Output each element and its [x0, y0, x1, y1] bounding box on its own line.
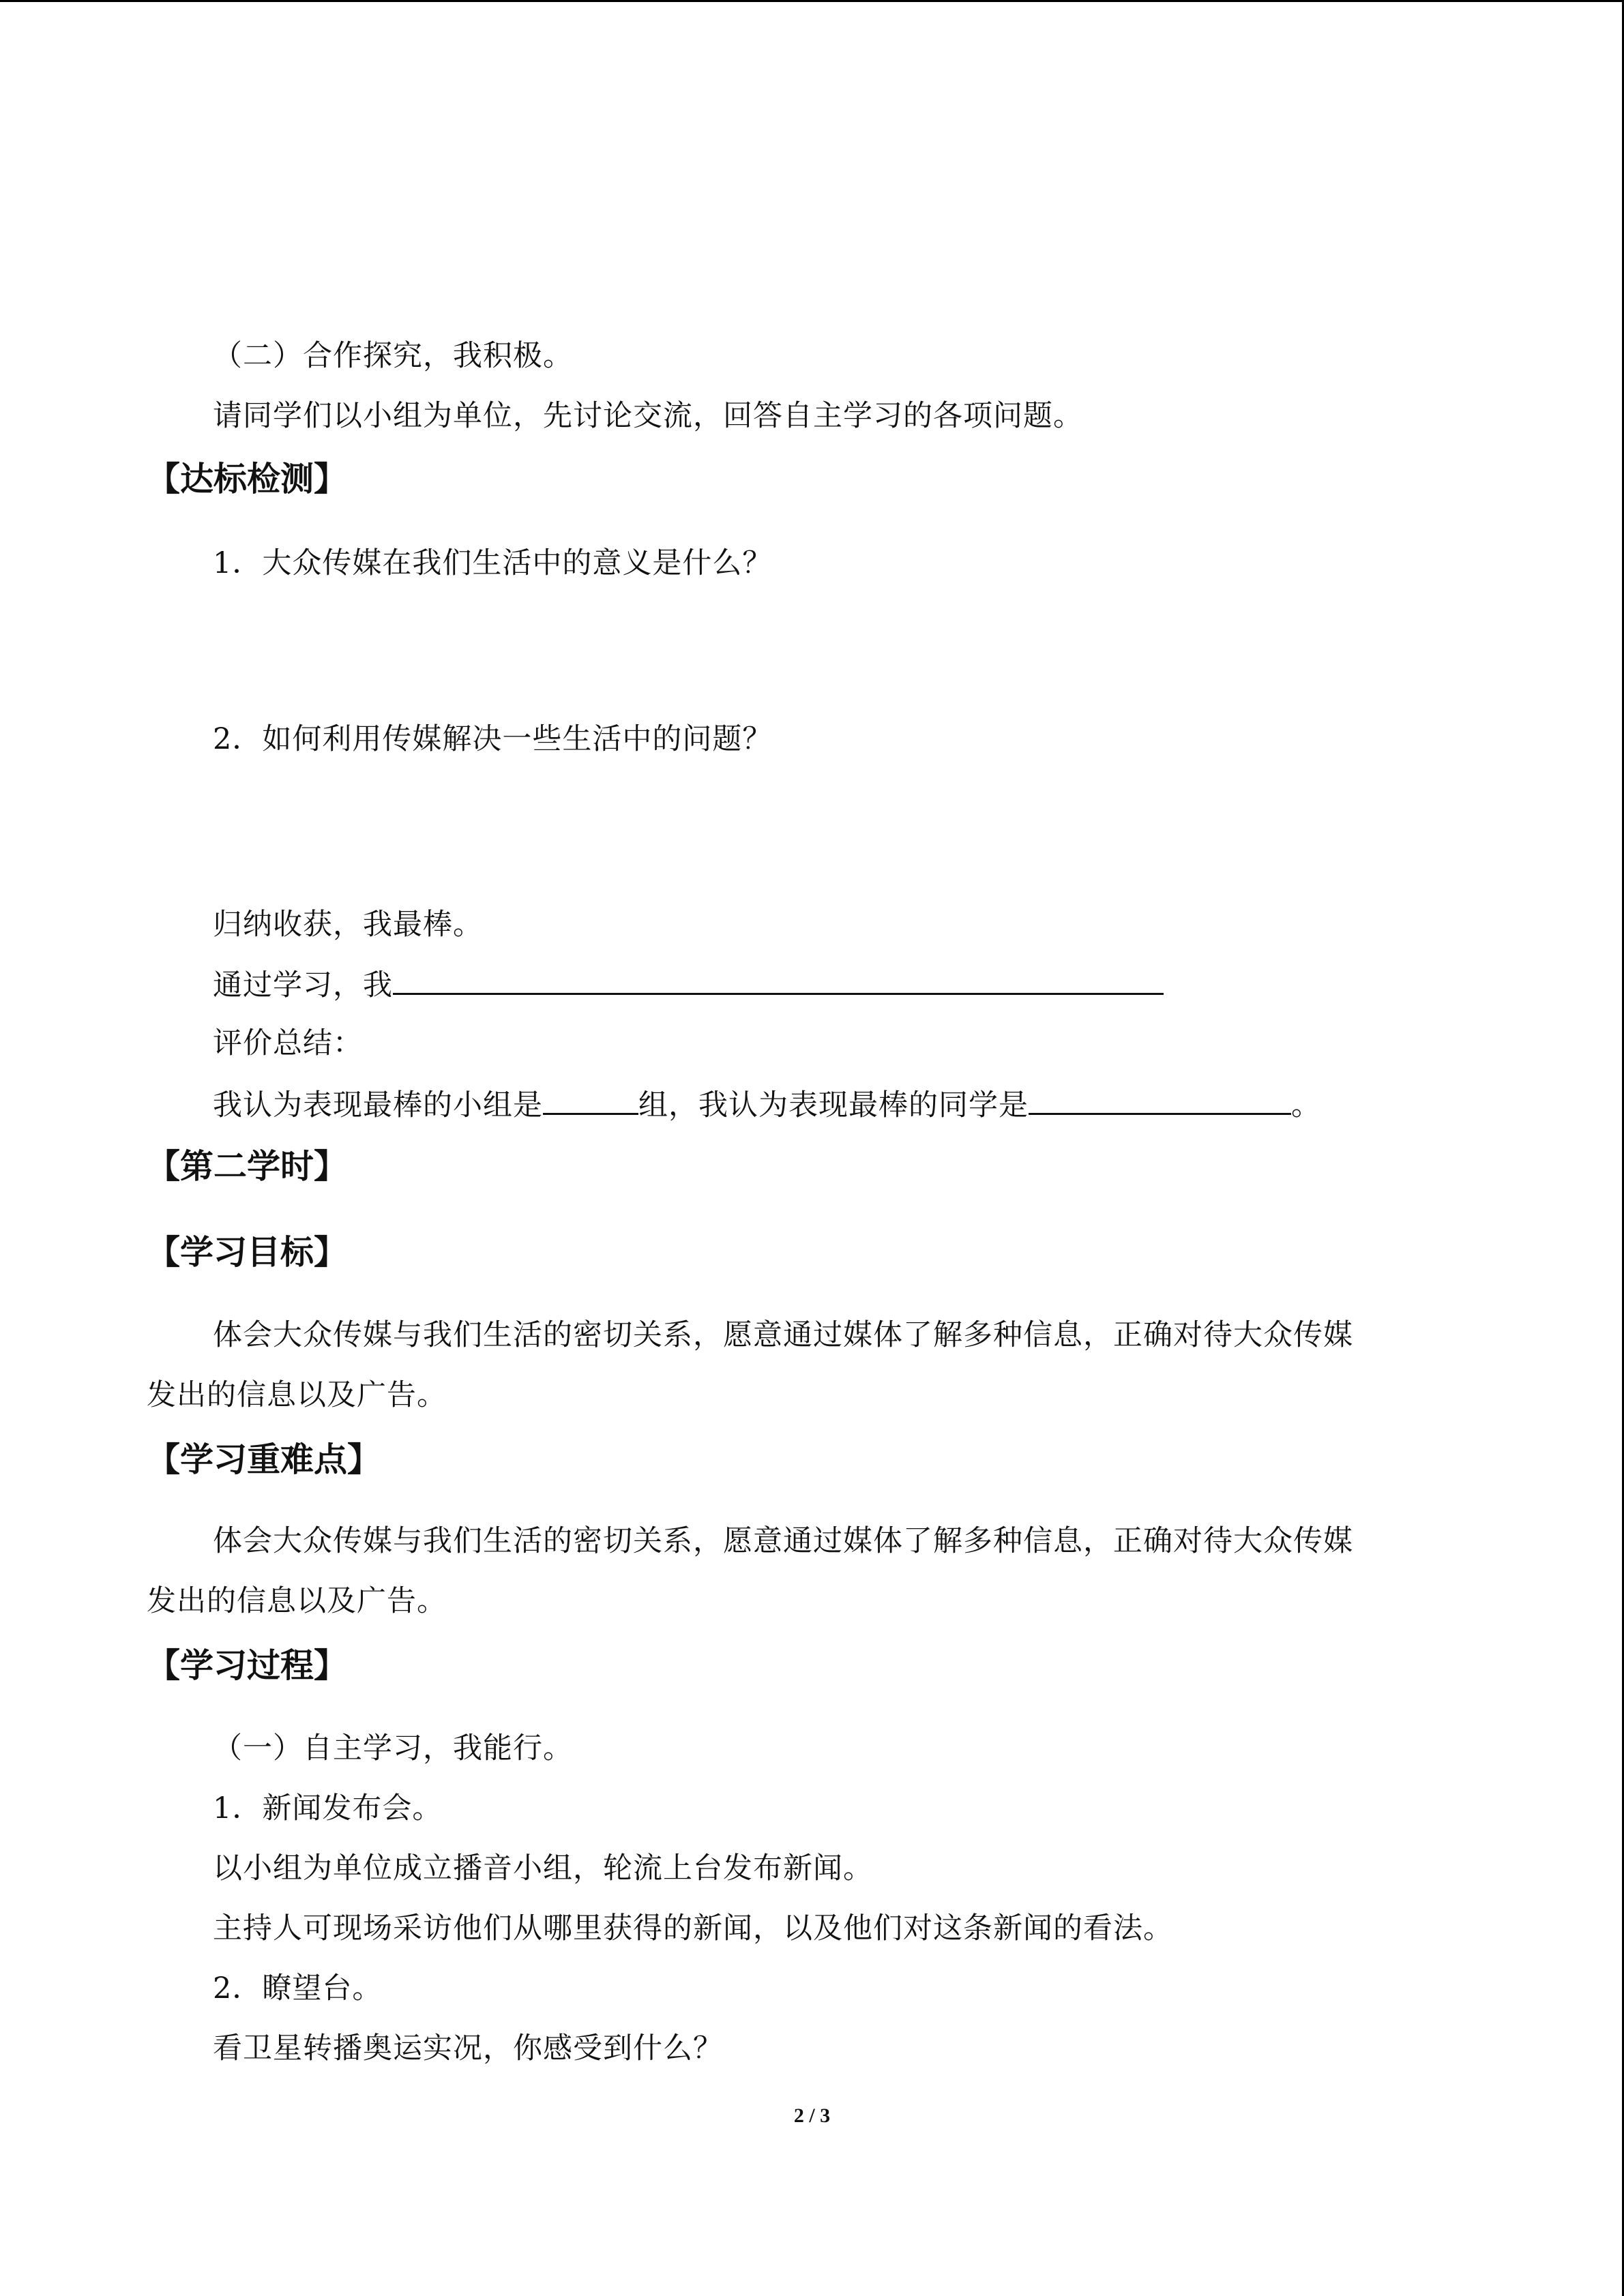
item-1-title: 1．新闻发布会。	[213, 1791, 443, 1825]
key-points-line-1: 体会大众传媒与我们生活的密切关系，愿意通过媒体了解多种信息，正确对待大众传媒	[213, 1524, 1353, 1558]
section-coop: （二）合作探究，我积极。	[213, 339, 573, 373]
item-2-title: 2．瞭望台。	[213, 1971, 383, 2006]
page-border-top	[0, 0, 1624, 2]
heading-process: 【学习过程】	[147, 1646, 348, 1685]
evaluation-end: 。	[1291, 1088, 1321, 1122]
question-2: 2．如何利用传媒解决一些生活中的问题？	[213, 722, 773, 756]
item-1-line-1: 以小组为单位成立播音小组，轮流上台发布新闻。	[213, 1851, 873, 1885]
key-points-line-2: 发出的信息以及广告。	[147, 1584, 447, 1618]
heading-check: 【达标检测】	[147, 460, 348, 498]
summary-blank[interactable]	[393, 963, 1164, 995]
best-group-blank[interactable]	[543, 1083, 638, 1115]
evaluation-line	[213, 1083, 1321, 1126]
goals-line-1: 体会大众传媒与我们生活的密切关系，愿意通过媒体了解多种信息，正确对待大众传媒	[213, 1318, 1353, 1352]
coop-instruction: 请同学们以小组为单位，先讨论交流，回答自主学习的各项问题。	[213, 399, 1083, 433]
heading-second-period: 【第二学时】	[147, 1147, 348, 1186]
item-2-line-1: 看卫星转播奥运实况，你感受到什么？	[213, 2031, 723, 2066]
best-student-blank[interactable]	[1029, 1083, 1291, 1115]
summary-title: 归纳收获，我最棒。	[213, 908, 483, 942]
evaluation-part1: 我认为表现最棒的小组是	[213, 1088, 543, 1122]
item-1-line-2: 主持人可现场采访他们从哪里获得的新闻，以及他们对这条新闻的看法。	[213, 1911, 1173, 1945]
evaluation-title: 评价总结：	[213, 1026, 363, 1060]
goals-line-2: 发出的信息以及广告。	[147, 1378, 447, 1412]
heading-key-points: 【学习重难点】	[147, 1440, 381, 1479]
page-number: 2 / 3	[793, 2104, 831, 2127]
section-self-study: （一）自主学习，我能行。	[213, 1731, 573, 1765]
question-1: 1．大众传媒在我们生活中的意义是什么？	[213, 546, 773, 580]
evaluation-part2: 组，我认为表现最棒的同学是	[638, 1088, 1029, 1122]
summary-line	[213, 963, 1164, 1006]
heading-goals: 【学习目标】	[147, 1233, 348, 1272]
summary-prefix: 通过学习，我	[213, 968, 393, 1002]
